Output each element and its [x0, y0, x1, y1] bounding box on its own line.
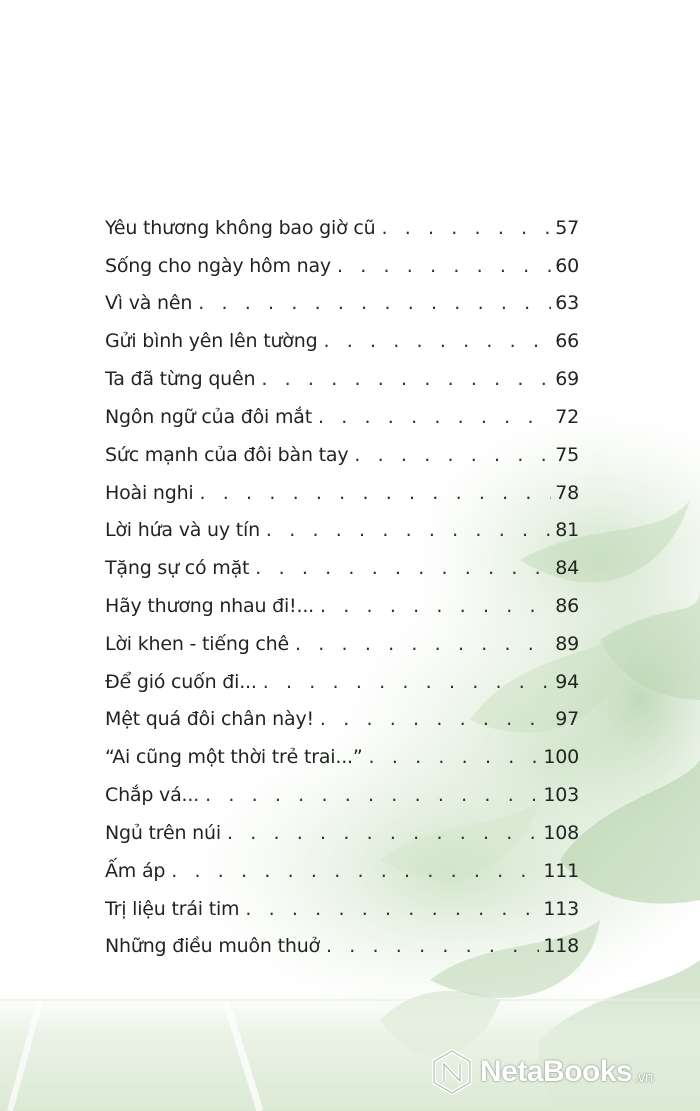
- toc-item-page: 100: [543, 746, 579, 768]
- toc-item-page: 81: [555, 519, 579, 541]
- toc-item-page: 57: [555, 217, 579, 239]
- toc-item[interactable]: [105, 743, 579, 771]
- toc-item[interactable]: [105, 857, 579, 885]
- toc-dot-leader: [320, 592, 551, 620]
- toc-dot-leader: [323, 327, 551, 355]
- toc-item[interactable]: [105, 479, 579, 507]
- toc-item-page: 60: [555, 255, 579, 277]
- toc-dot-leader: [295, 630, 551, 658]
- toc-item[interactable]: [105, 214, 579, 242]
- toc-item-title: Để gió cuốn đi...: [105, 671, 257, 693]
- toc-item[interactable]: [105, 441, 579, 469]
- toc-item-page: 103: [543, 784, 579, 806]
- toc-item-page: 78: [555, 482, 579, 504]
- toc-item-title: Sức mạnh của đôi bàn tay: [105, 444, 349, 466]
- toc-dot-leader: [261, 365, 551, 393]
- toc-dot-leader: [200, 479, 552, 507]
- toc-item-page: 97: [555, 708, 579, 730]
- toc-item-title: Lời hứa và uy tín: [105, 519, 260, 541]
- toc-item-title: Chắp vá...: [105, 784, 200, 806]
- toc-item[interactable]: [105, 516, 579, 544]
- netabooks-watermark: [430, 1047, 653, 1097]
- toc-item-title: Ta đã từng quên: [105, 368, 256, 390]
- toc-item-title: Mệt quá đôi chân này!: [105, 708, 314, 730]
- toc-item[interactable]: [105, 819, 579, 847]
- toc-item-title: Ngủ trên núi: [105, 822, 221, 844]
- watermark-brand: NetaBooks: [480, 1055, 633, 1088]
- toc-item-page: 63: [555, 292, 579, 314]
- toc-item-title: Lời khen - tiếng chê: [105, 633, 289, 655]
- toc-dot-leader: [381, 214, 551, 242]
- watermark-suffix: .vn: [634, 1068, 653, 1086]
- toc-dot-leader: [266, 516, 551, 544]
- toc-item-page: 86: [555, 595, 579, 617]
- toc-item-page: 113: [543, 898, 579, 920]
- toc-item[interactable]: [105, 252, 579, 280]
- toc-item-title: “Ai cũng một thời trẻ trai...”: [105, 746, 363, 768]
- toc-item-page: 84: [555, 557, 579, 579]
- toc-item-page: 72: [555, 406, 579, 428]
- toc-item[interactable]: [105, 895, 579, 923]
- toc-item-page: 66: [555, 330, 579, 352]
- toc-item[interactable]: [105, 781, 579, 809]
- toc-dot-leader: [245, 895, 539, 923]
- toc-item-page: 108: [543, 822, 579, 844]
- toc-dot-leader: [354, 441, 551, 469]
- toc-dot-leader: [205, 781, 539, 809]
- toc-item-title: Những điều muôn thuở: [105, 935, 320, 957]
- toc-item[interactable]: [105, 668, 579, 696]
- toc-dot-leader: [263, 668, 552, 696]
- toc-dot-leader: [227, 819, 539, 847]
- toc-item-title: Sống cho ngày hôm nay: [105, 255, 331, 277]
- toc-item-title: Tặng sự có mặt: [105, 557, 250, 579]
- toc-item-title: Ấm áp: [105, 860, 166, 882]
- toc-dot-leader: [255, 554, 551, 582]
- toc-dot-leader: [171, 857, 539, 885]
- toc-item-page: 75: [555, 444, 579, 466]
- toc-item[interactable]: [105, 705, 579, 733]
- toc-dot-leader: [318, 403, 551, 431]
- toc-item[interactable]: [105, 327, 579, 355]
- toc-item-page: 111: [543, 860, 579, 882]
- toc-item-title: Vì và nên: [105, 292, 193, 314]
- toc-item[interactable]: [105, 554, 579, 582]
- toc-item-title: Trị liệu trái tim: [105, 898, 240, 920]
- toc-item[interactable]: [105, 592, 579, 620]
- toc-item-title: Ngôn ngữ của đôi mắt: [105, 406, 312, 428]
- toc-item[interactable]: [105, 630, 579, 658]
- toc-item-title: Hãy thương nhau đi!...: [105, 595, 314, 617]
- toc-item[interactable]: [105, 365, 579, 393]
- netabooks-logo-icon: [430, 1048, 474, 1096]
- toc-item-page: 89: [555, 633, 579, 655]
- toc-item-title: Yêu thương không bao giờ cũ: [105, 217, 376, 239]
- toc-item-page: 94: [555, 671, 579, 693]
- toc-item[interactable]: [105, 932, 579, 960]
- toc-item[interactable]: [105, 289, 579, 317]
- toc-dot-leader: [369, 743, 540, 771]
- toc-item-title: Hoài nghi: [105, 482, 194, 504]
- toc-dot-leader: [320, 705, 551, 733]
- toc-dot-leader: [198, 289, 551, 317]
- toc-item[interactable]: [105, 403, 579, 431]
- toc-dot-leader: [326, 932, 539, 960]
- toc-item-page: 118: [543, 935, 579, 957]
- toc-item-page: 69: [555, 368, 579, 390]
- toc-dot-leader: [337, 252, 551, 280]
- toc-item-title: Gửi bình yên lên tường: [105, 330, 318, 352]
